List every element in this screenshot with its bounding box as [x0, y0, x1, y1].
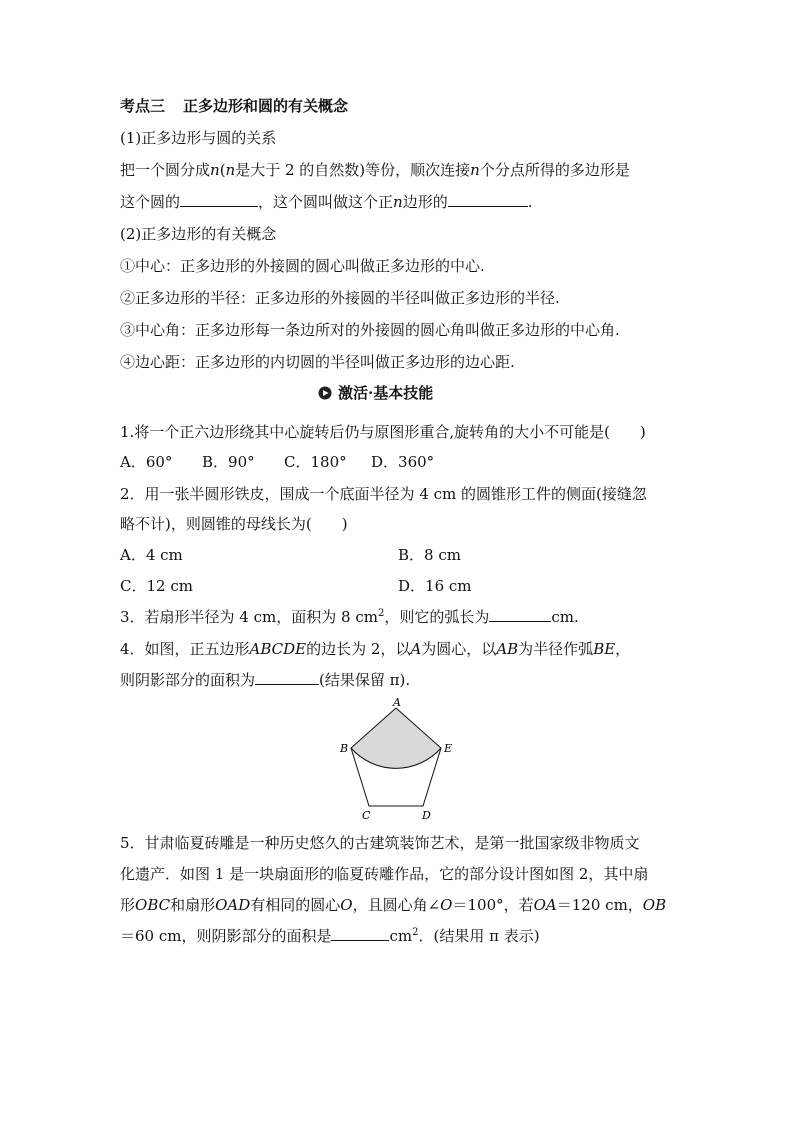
- label-d: D: [422, 809, 431, 822]
- definition-central-angle: ③中心角：正多边形每一条边所对的外接圆的圆心角叫做正多边形的中心角.: [120, 321, 620, 339]
- q1-option-c[interactable]: C．180°: [284, 453, 347, 471]
- question-5-line-2: 化遗产．如图 1 是一块扇面形的临夏砖雕作品，它的部分设计图如图 2，其中扇: [120, 865, 649, 883]
- question-1: 1.将一个正六边形绕其中心旋转后仍与原图形重合,旋转角的大小不可能是( ): [120, 423, 646, 441]
- answer-blank[interactable]: [489, 607, 551, 622]
- paragraph-line-1: 把一个圆分成n(n是大于 2 的自然数)等份，顺次连接n个分点所得的多边形是: [120, 161, 630, 179]
- heading-title: 正多边形和圆的有关概念: [183, 97, 349, 115]
- question-4-line-1: 4．如图，正五边形ABCDE的边长为 2，以A为圆心，以AB为半径作弧BE，: [120, 640, 631, 658]
- pentagon-figure: [330, 698, 460, 824]
- definition-center: ①中心：正多边形的外接圆的圆心叫做正多边形的中心.: [120, 257, 485, 275]
- sub-heading-1: (1)正多边形与圆的关系: [120, 129, 277, 147]
- q2-option-b[interactable]: B．8 cm: [398, 546, 461, 564]
- label-b: B: [340, 742, 349, 755]
- answer-blank[interactable]: [448, 192, 528, 207]
- label-c: C: [362, 809, 371, 822]
- paragraph-line-2: 这个圆的 ，这个圆叫做这个正n边形的 .: [120, 193, 533, 211]
- q2-option-c[interactable]: C．12 cm: [120, 577, 193, 595]
- heading-label: 考点三: [120, 97, 166, 115]
- definition-radius: ②正多边形的半径：正多边形的外接圆的半径叫做正多边形的半径.: [120, 289, 560, 307]
- answer-blank[interactable]: [180, 192, 258, 207]
- play-circle-icon: [318, 386, 332, 400]
- definition-apothem: ④边心距：正多边形的内切圆的半径叫做正多边形的边心距.: [120, 353, 515, 371]
- q1-option-a[interactable]: A．60°: [120, 453, 173, 471]
- q2-option-d[interactable]: D．16 cm: [398, 577, 472, 595]
- question-4-line-2: 则阴影部分的面积为 (结果保留 π).: [120, 671, 411, 689]
- label-e: E: [444, 742, 453, 755]
- q1-option-b[interactable]: B．90°: [202, 453, 255, 471]
- question-5-line-3: 形OBC和扇形OAD有相同的圆心O，且圆心角∠O＝100°，若OA＝120 cm，OB: [120, 896, 667, 914]
- question-5-line-1: 5．甘肃临夏砖雕是一种历史悠久的古建筑装饰艺术，是第一批国家级非物质文: [120, 834, 640, 852]
- question-2-line-2: 略不计)，则圆锥的母线长为( ): [120, 515, 348, 533]
- section-title: 激活·基本技能: [318, 383, 433, 403]
- sub-heading-2: (2)正多边形的有关概念: [120, 225, 277, 243]
- q1-option-d[interactable]: D．360°: [371, 453, 435, 471]
- label-a: A: [393, 698, 401, 709]
- answer-blank[interactable]: [255, 670, 319, 685]
- question-5-line-4: ＝60 cm，则阴影部分的面积是 $cm^2$．(结果用 π 表示): [120, 927, 540, 945]
- q2-option-a[interactable]: A．4 cm: [120, 546, 183, 564]
- answer-blank[interactable]: [331, 926, 389, 941]
- question-3: 3．若扇形半径为 4 cm，面积为 8 $cm^2$，则它的弧长为 cm.: [120, 608, 579, 626]
- question-2-line-1: 2．用一张半圆形铁皮，围成一个底面半径为 4 cm 的圆锥形工件的侧面(接缝忽: [120, 485, 647, 503]
- section-heading: [120, 96, 348, 116]
